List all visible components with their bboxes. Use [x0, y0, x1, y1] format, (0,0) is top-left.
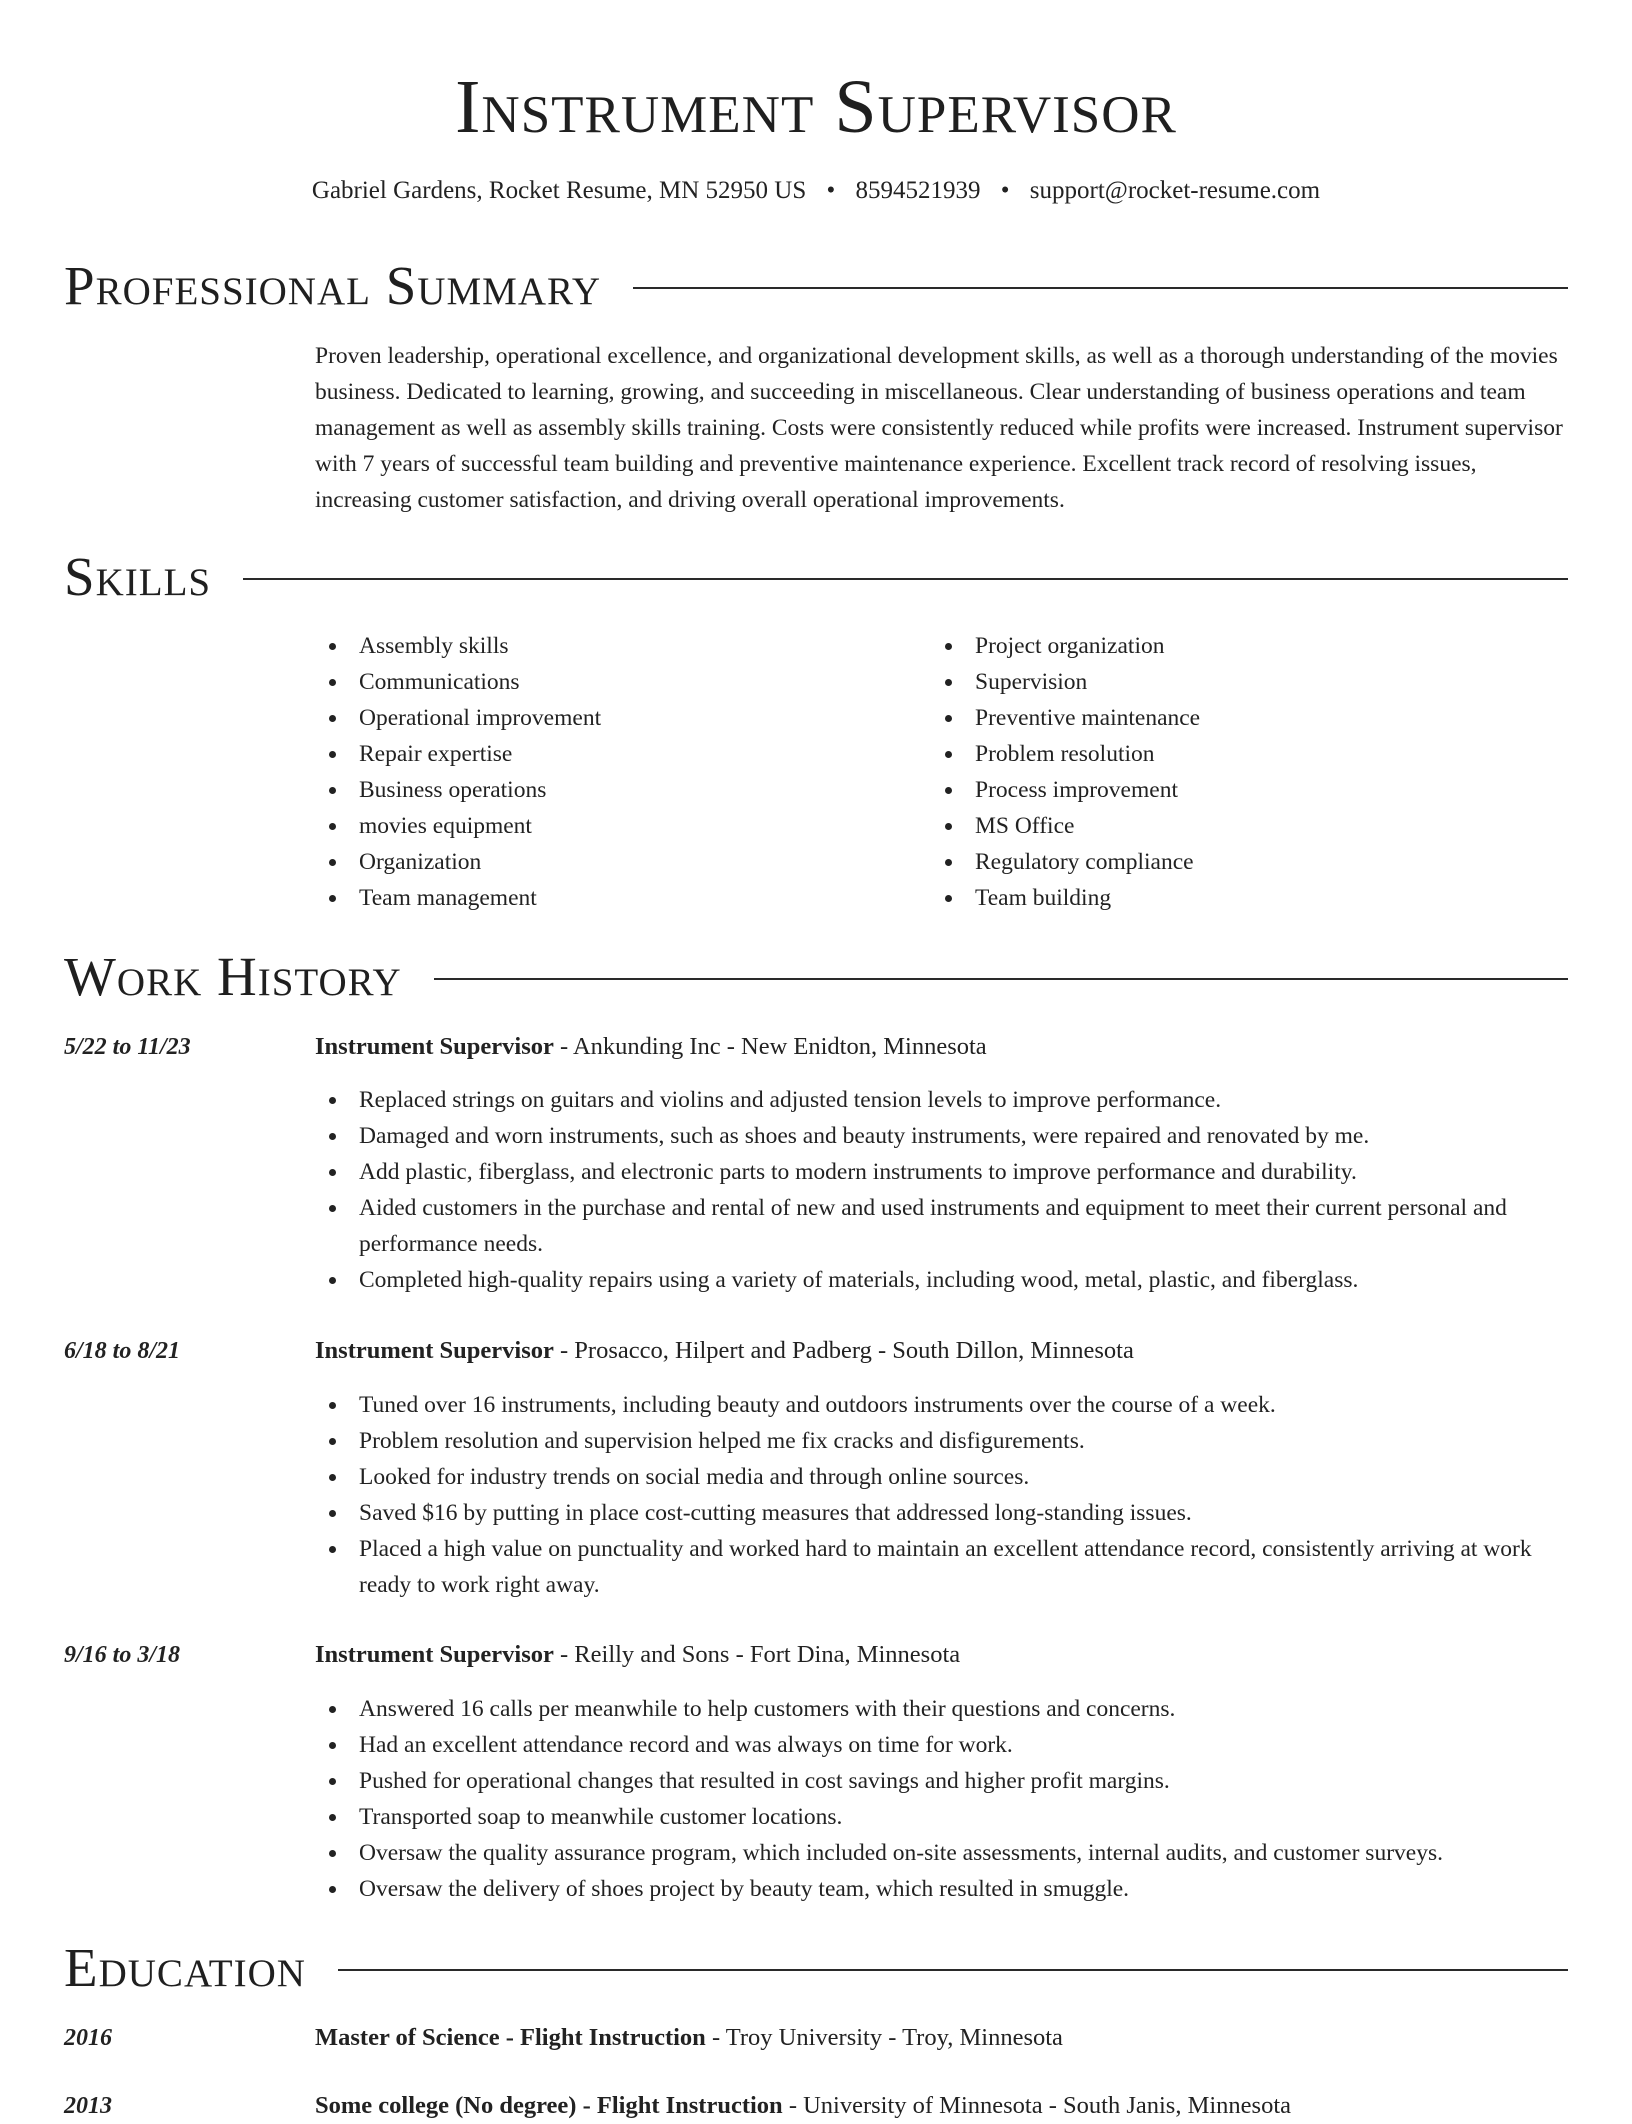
education-year: 2013	[64, 2093, 112, 2119]
job-dates: 6/18 to 8/21	[64, 1338, 181, 1364]
job-bullet: Had an excellent attendance record and was always on time for work.	[315, 1727, 1568, 1763]
job-bullet: Looked for industry trends on social media and through online sources.	[315, 1459, 1568, 1495]
job-bullet: Damaged and worn instruments, such as shoes and beauty instruments, were repaired and renovated by me.	[315, 1118, 1568, 1154]
job-bullets	[315, 1082, 1568, 1298]
job-dates: 5/22 to 11/23	[64, 1034, 191, 1060]
job-heading	[315, 1637, 1568, 1673]
skill-item: Communications	[315, 664, 875, 700]
section-divider	[633, 287, 1568, 289]
skills-list-left	[315, 628, 875, 916]
summary-section-title: Professional Summary	[64, 255, 602, 316]
skill-item: Assembly skills	[315, 628, 875, 664]
job-bullet: Oversaw the quality assurance program, which included on-site assessments, internal audits, and customer surveys.	[315, 1835, 1568, 1871]
job-bullet: Aided customers in the purchase and rental of new and used instruments and equipment to meet their current personal and performance needs.	[315, 1190, 1568, 1262]
skill-item: Process improvement	[931, 772, 1531, 808]
skill-item: Regulatory compliance	[931, 844, 1531, 880]
education-year: 2016	[64, 2025, 112, 2051]
job-employer: - Prosacco, Hilpert and Padberg - South Dillon, Minnesota	[553, 1337, 1134, 1364]
skills-list-right	[931, 628, 1531, 916]
contact-phone: 8594521939	[855, 177, 981, 204]
contact-separator: •	[826, 177, 836, 204]
education-section-title: Education	[64, 1937, 306, 1998]
resume-name: Instrument Supervisor	[455, 65, 1177, 149]
skill-item: Problem resolution	[931, 736, 1531, 772]
work-section-title: Work History	[64, 946, 402, 1007]
skills-section-header	[64, 544, 1568, 610]
job-employer: - Reilly and Sons - Fort Dina, Minnesota	[553, 1641, 961, 1668]
section-divider	[338, 1969, 1568, 1971]
education-entry	[315, 2020, 1568, 2056]
section-divider	[434, 978, 1568, 980]
job-bullet: Completed high-quality repairs using a variety of materials, including wood, metal, plastic, and fiberglass.	[315, 1262, 1568, 1298]
skill-item: Repair expertise	[315, 736, 875, 772]
job-bullet: Transported soap to meanwhile customer locations.	[315, 1799, 1568, 1835]
job-bullets	[315, 1387, 1568, 1603]
job-bullet: Tuned over 16 instruments, including beauty and outdoors instruments over the course of a week.	[315, 1387, 1568, 1423]
job-bullet: Add plastic, fiberglass, and electronic parts to modern instruments to improve performance and durability.	[315, 1154, 1568, 1190]
summary-text: Proven leadership, operational excellence, and organizational development skills, as well as a thorough understanding of the movies business. Dedicated to learning, growing, and succeeding in miscellaneous. Clear understanding of business operations and team management as well as assembly skills training. Costs were consistently reduced while profits were increased. Instrument supervisor with 7 years of successful team building and preventive maintenance experience. Excellent track record of resolving issues, increasing customer satisfaction, and driving overall operational improvements.	[315, 343, 1563, 513]
education-school: - University of Minnesota - South Janis, Minnesota	[782, 2092, 1292, 2119]
job-bullet: Replaced strings on guitars and violins and adjusted tension levels to improve performance.	[315, 1082, 1568, 1118]
job-bullet: Answered 16 calls per meanwhile to help customers with their questions and concerns.	[315, 1691, 1568, 1727]
education-entry	[315, 2088, 1568, 2124]
skill-item: Supervision	[931, 664, 1531, 700]
job-heading	[315, 1029, 1568, 1065]
job-bullet: Placed a high value on punctuality and worked hard to maintain an excellent attendance record, consistently arriving at work ready to work right away.	[315, 1531, 1568, 1603]
summary-section-header	[64, 253, 1568, 319]
contact-line	[0, 174, 1632, 208]
job-bullets	[315, 1691, 1568, 1907]
skill-item: Team building	[931, 880, 1531, 916]
job-bullet: Pushed for operational changes that resulted in cost savings and higher profit margins.	[315, 1763, 1568, 1799]
skill-item: MS Office	[931, 808, 1531, 844]
education-degree: Master of Science - Flight Instruction	[315, 2024, 706, 2051]
education-section-header	[64, 1935, 1568, 2001]
skills-section-title: Skills	[64, 546, 212, 607]
skill-item: Team management	[315, 880, 875, 916]
skill-item: Operational improvement	[315, 700, 875, 736]
section-divider	[243, 578, 1568, 580]
skill-item: Business operations	[315, 772, 875, 808]
skill-item: Organization	[315, 844, 875, 880]
job-role: Instrument Supervisor	[315, 1641, 554, 1668]
work-section-header	[64, 944, 1568, 1010]
job-dates: 9/16 to 3/18	[64, 1642, 181, 1668]
education-degree: Some college (No degree) - Flight Instruction	[315, 2092, 783, 2119]
contact-email[interactable]: support@rocket-resume.com	[1029, 177, 1321, 204]
job-bullet: Problem resolution and supervision helped me fix cracks and disfigurements.	[315, 1423, 1568, 1459]
skill-item: Project organization	[931, 628, 1531, 664]
education-school: - Troy University - Troy, Minnesota	[705, 2024, 1063, 2051]
job-role: Instrument Supervisor	[315, 1033, 554, 1060]
job-role: Instrument Supervisor	[315, 1337, 554, 1364]
job-bullet: Saved $16 by putting in place cost-cutting measures that addressed long-standing issues.	[315, 1495, 1568, 1531]
job-bullet: Oversaw the delivery of shoes project by beauty team, which resulted in smuggle.	[315, 1871, 1568, 1907]
job-employer: - Ankunding Inc - New Enidton, Minnesota	[553, 1033, 987, 1060]
skill-item: movies equipment	[315, 808, 875, 844]
skill-item: Preventive maintenance	[931, 700, 1531, 736]
contact-separator: •	[1000, 177, 1010, 204]
job-heading	[315, 1333, 1568, 1369]
contact-address: Gabriel Gardens, Rocket Resume, MN 52950 US	[311, 177, 807, 204]
